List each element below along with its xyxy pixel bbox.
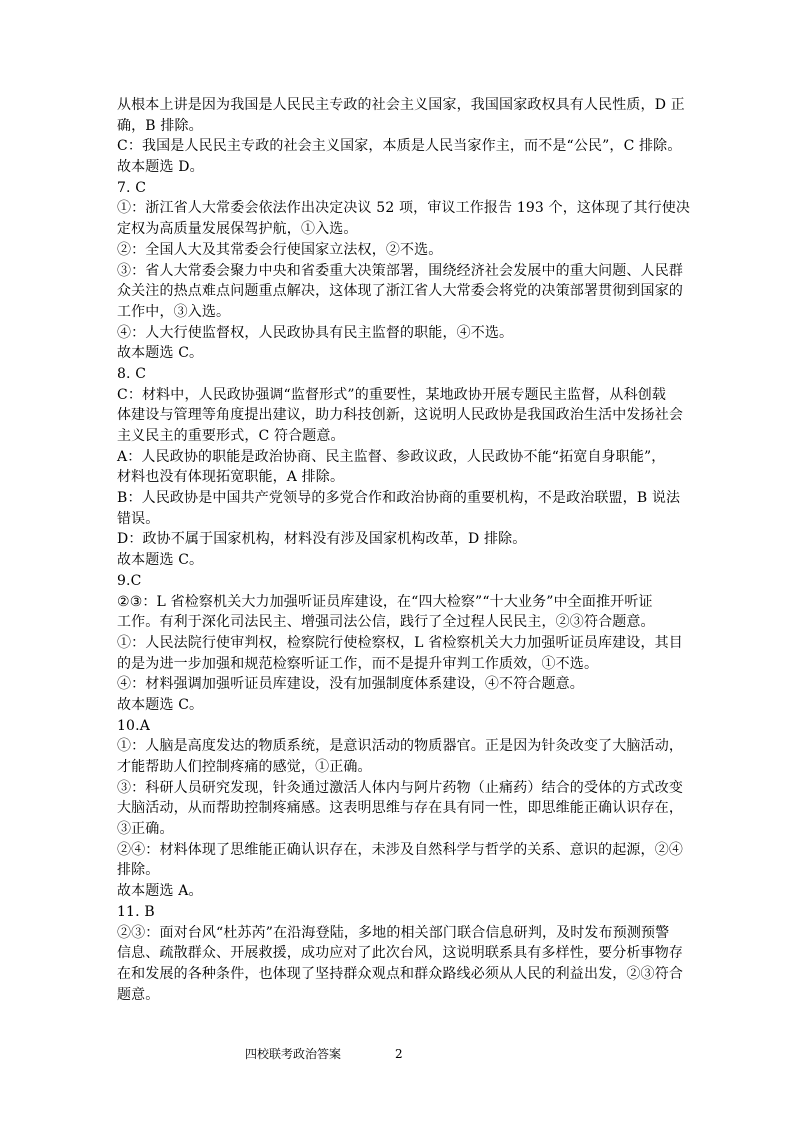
- text-line: ③：科研人员研究发现，针灸通过激活人体内与阿片药物（止痛药）结合的受体的方式改变: [117, 779, 683, 796]
- question-number: 9.C: [117, 572, 142, 589]
- text-line: ②③：面对台风“杜苏芮”在沿海登陆，多地的相关部门联合信息研判，及时发布预测预警: [117, 924, 670, 941]
- page-footer: [0, 1044, 794, 1064]
- question-number: 7. C: [117, 179, 147, 196]
- text-line: ④：材料强调加强听证员库建设，没有加强制度体系建设，④不符合题意。: [117, 676, 584, 693]
- text-line: 故本题选 C。: [117, 345, 204, 362]
- text-line: 信息、疏散群众、开展救援，成功应对了此次台风，这说明联系具有多样性，要分析事物存: [117, 945, 683, 962]
- question-number: 10.A: [117, 717, 150, 734]
- text-line: B：人民政协是中国共产党领导的多党合作和政治协商的重要机构，不是政治联盟，B 说法: [117, 490, 681, 507]
- text-line: ④：人大行使监督权，人民政协具有民主监督的职能，④不选。: [117, 324, 514, 341]
- text-line: 故本题选 A。: [117, 883, 203, 900]
- text-line: A：人民政协的职能是政治协商、民主监督、参政议政，人民政协不能“拓宽自身职能”，: [117, 448, 666, 465]
- text-line: 主义民主的重要形式，C 符合题意。: [117, 428, 345, 444]
- text-line: 才能帮助人们控制疼痛的感觉，①正确。: [117, 759, 372, 775]
- text-line: ①：人脑是高度发达的物质系统，是意识活动的物质器官。正是因为针灸改变了大脑活动，: [117, 738, 683, 755]
- answer-text-body: [117, 95, 691, 1005]
- text-line: ②③：L 省检察机关大力加强听证员库建设，在“四大检察”“十大业务”中全面推开听证: [117, 593, 653, 610]
- text-line: 的是为进一步加强和规范检察听证工作，而不是提升审判工作质效，①不选。: [117, 655, 599, 672]
- text-line: ①：浙江省人大常委会依法作出决定决议 52 项，审议工作报告 193 个，这体现了其行使决: [117, 200, 691, 217]
- question-number: 11. B: [117, 903, 155, 920]
- footer-title: 四校联考政治答案: [245, 1047, 342, 1061]
- text-line: 错误。: [117, 510, 160, 527]
- text-line: 从根本上讲是因为我国是人民民主专政的社会主义国家，我国国家政权具有人民性质，D 正: [117, 97, 685, 113]
- text-line: ③：省人大常委会聚力中央和省委重大决策部署，围绕经济社会发展中的重大问题、人民群: [117, 262, 683, 279]
- text-line: C：我国是人民民主专政的社会主义国家，本质是人民当家作主，而不是“公民”，C 排除。: [117, 138, 682, 155]
- page-number: 2: [395, 1047, 403, 1061]
- text-line: 故本题选 C。: [117, 552, 204, 569]
- text-line: C：材料中，人民政协强调“监督形式”的重要性，某地政协开展专题民主监督，从科创载: [117, 386, 667, 403]
- text-line: D：政协不属于国家机构，材料没有涉及国家机构改革，D 排除。: [117, 531, 527, 548]
- text-line: 确，B 排除。: [117, 117, 203, 134]
- text-line: 定权为高质量发展保驾护航，①入选。: [117, 221, 358, 238]
- text-line: ①：人民法院行使审判权，检察院行使检察权，L 省检察机关大力加强听证员库建设，其目: [117, 634, 683, 651]
- text-line: ②④：材料体现了思维能正确认识存在，未涉及自然科学与哲学的关系、意识的起源，②④: [117, 841, 683, 858]
- question-number: 8. C: [117, 365, 147, 382]
- text-line: 工作中，③入选。: [117, 303, 231, 320]
- text-line: 工作。有利于深化司法民主、增强司法公信，践行了全过程人民民主，②③符合题意。: [117, 614, 655, 631]
- text-line: 体建设与管理等角度提出建议，助力科技创新，这说明人民政协是我国政治生活中发扬社会: [117, 407, 683, 424]
- text-line: ③正确。: [117, 821, 174, 838]
- text-line: 故本题选 C。: [117, 696, 204, 713]
- text-line: 排除。: [117, 862, 160, 879]
- text-line: 在和发展的各种条件，也体现了坚持群众观点和群众路线必须从人民的利益出发，②③符合: [117, 965, 683, 982]
- text-line: 故本题选 D。: [117, 159, 204, 176]
- text-line: ②：全国人大及其常委会行使国家立法权，②不选。: [117, 241, 443, 258]
- text-line: 题意。: [117, 986, 160, 1003]
- text-line: 材料也没有体现拓宽职能，A 排除。: [117, 469, 345, 486]
- text-line: 众关注的热点难点问题重点解决，这体现了浙江省人大常委会将党的决策部署贯彻到国家的: [117, 283, 683, 300]
- text-line: 大脑活动，从而帮助控制疼痛感。这表明思维与存在具有同一性，即思维能正确认识存在，: [117, 800, 683, 817]
